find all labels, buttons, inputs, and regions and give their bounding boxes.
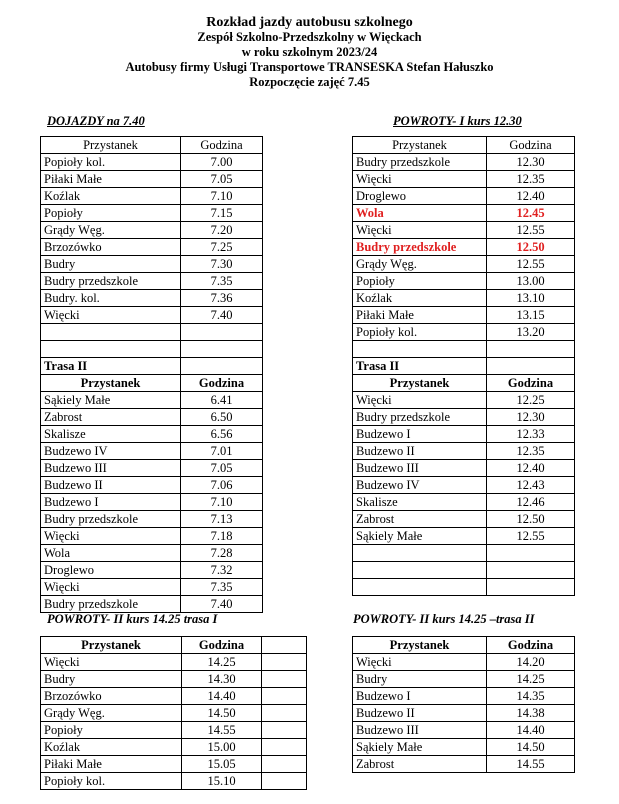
column-header-time: Godzina — [487, 375, 575, 392]
stop-name-cell — [353, 545, 487, 562]
empty-cell — [181, 358, 263, 375]
stop-name-cell: Budzewo IV — [41, 443, 181, 460]
table-row — [353, 494, 575, 511]
table-row — [353, 579, 575, 596]
stop-name-cell — [41, 324, 181, 341]
time-cell — [487, 545, 575, 562]
table-row — [41, 671, 307, 688]
table-row — [41, 392, 263, 409]
stop-name-cell: Popioły kol. — [353, 324, 487, 341]
stop-name-cell: Budry przedszkole — [353, 409, 487, 426]
empty-cell — [262, 773, 307, 790]
table-row — [41, 256, 263, 273]
time-cell: 14.38 — [487, 705, 575, 722]
dojazdy-table — [40, 136, 263, 613]
stop-name-cell: Popioły — [41, 722, 182, 739]
stop-name-cell: Więcki — [41, 579, 181, 596]
table-row — [353, 205, 575, 222]
table-row — [353, 392, 575, 409]
table-row — [41, 477, 263, 494]
time-cell: 14.50 — [487, 739, 575, 756]
time-cell: 12.50 — [487, 511, 575, 528]
stop-name-cell: Budzewo I — [41, 494, 181, 511]
stop-name-cell — [353, 341, 487, 358]
table-row — [353, 409, 575, 426]
time-cell — [487, 579, 575, 596]
table-header-row — [353, 637, 575, 654]
table-row — [41, 324, 263, 341]
trasa-label: Trasa II — [41, 358, 181, 375]
table-row — [41, 205, 263, 222]
table-row — [353, 443, 575, 460]
table-row — [353, 739, 575, 756]
time-cell: 12.40 — [487, 188, 575, 205]
column-header-stop: Przystanek — [41, 637, 182, 654]
table-row — [41, 654, 307, 671]
stop-name-cell: Zabrost — [353, 756, 487, 773]
stop-name-cell: Zabrost — [353, 511, 487, 528]
stop-name-cell: Grądy Węg. — [41, 705, 182, 722]
time-cell: 7.40 — [181, 307, 263, 324]
table-row — [353, 426, 575, 443]
trasa-label-row — [353, 358, 575, 375]
time-cell: 14.25 — [487, 671, 575, 688]
time-cell: 7.36 — [181, 290, 263, 307]
stop-name-cell: Piłaki Małe — [41, 756, 182, 773]
powroty-2-trasa-1-table — [40, 636, 307, 790]
stop-name-cell: Budzewo II — [41, 477, 181, 494]
school-name: Zespół Szkolno-Przedszkolny w Więckach — [197, 30, 422, 44]
time-cell: 7.05 — [181, 460, 263, 477]
time-cell: 15.05 — [182, 756, 262, 773]
stop-name-cell: Więcki — [41, 307, 181, 324]
stop-name-cell: Piłaki Małe — [353, 307, 487, 324]
table-row — [353, 188, 575, 205]
column-header-stop: Przystanek — [41, 375, 181, 392]
time-cell: 15.10 — [182, 773, 262, 790]
table-row — [41, 739, 307, 756]
table-row — [353, 239, 575, 256]
table-row — [353, 671, 575, 688]
table-header-row — [41, 637, 307, 654]
table-row — [41, 443, 263, 460]
time-cell: 12.43 — [487, 477, 575, 494]
time-cell: 14.25 — [182, 654, 262, 671]
stop-name-cell: Brzozówko — [41, 688, 182, 705]
column-header-stop: Przystanek — [353, 375, 487, 392]
table-row — [353, 756, 575, 773]
time-cell: 7.18 — [181, 528, 263, 545]
empty-cell — [262, 654, 307, 671]
time-cell: 12.30 — [487, 409, 575, 426]
time-cell: 12.45 — [487, 205, 575, 222]
time-cell — [487, 562, 575, 579]
table-row — [353, 705, 575, 722]
stop-name-cell: Droglewo — [41, 562, 181, 579]
time-cell: 14.55 — [487, 756, 575, 773]
table-row — [353, 562, 575, 579]
table-header-row — [41, 375, 263, 392]
stop-name-cell: Brzozówko — [41, 239, 181, 256]
stop-name-cell: Koźlak — [353, 290, 487, 307]
table-row — [353, 477, 575, 494]
school-year: w roku szkolnym 2023/24 — [241, 45, 378, 59]
stop-name-cell: Grądy Węg. — [41, 222, 181, 239]
table-row — [41, 545, 263, 562]
table-row — [353, 222, 575, 239]
empty-cell — [262, 722, 307, 739]
table-row — [41, 756, 307, 773]
empty-cell — [262, 739, 307, 756]
time-cell: 7.20 — [181, 222, 263, 239]
stop-name-cell: Koźlak — [41, 188, 181, 205]
time-cell: 12.30 — [487, 154, 575, 171]
table-row — [41, 426, 263, 443]
time-cell: 7.01 — [181, 443, 263, 460]
stop-name-cell: Budzewo III — [353, 722, 487, 739]
time-cell: 14.30 — [182, 671, 262, 688]
stop-name-cell: Piłaki Małe — [41, 171, 181, 188]
stop-name-cell: Budry — [353, 671, 487, 688]
time-cell: 7.06 — [181, 477, 263, 494]
stop-name-cell: Skalisze — [41, 426, 181, 443]
stop-name-cell: Budzewo I — [353, 688, 487, 705]
table-row — [41, 273, 263, 290]
table-row — [41, 307, 263, 324]
time-cell: 12.55 — [487, 528, 575, 545]
time-cell: 7.35 — [181, 273, 263, 290]
table-row — [353, 256, 575, 273]
trasa-label: Trasa II — [353, 358, 487, 375]
table-row — [353, 341, 575, 358]
table-row — [41, 222, 263, 239]
table-row — [353, 171, 575, 188]
table-row — [353, 290, 575, 307]
stop-name-cell: Budry. kol. — [41, 290, 181, 307]
stop-name-cell: Więcki — [353, 222, 487, 239]
table-row — [41, 596, 263, 613]
table-row — [353, 545, 575, 562]
time-cell: 7.10 — [181, 494, 263, 511]
stop-name-cell: Sąkiely Małe — [41, 392, 181, 409]
time-cell: 7.05 — [181, 171, 263, 188]
stop-name-cell — [41, 341, 181, 358]
time-cell: 12.55 — [487, 222, 575, 239]
table-row — [41, 773, 307, 790]
table-row — [41, 239, 263, 256]
table-row — [41, 579, 263, 596]
table-row — [41, 494, 263, 511]
table-row — [41, 528, 263, 545]
stop-name-cell: Wola — [353, 205, 487, 222]
time-cell: 13.10 — [487, 290, 575, 307]
stop-name-cell: Budry przedszkole — [353, 154, 487, 171]
empty-cell — [262, 637, 307, 654]
time-cell: 12.40 — [487, 460, 575, 477]
table-row — [41, 705, 307, 722]
stop-name-cell: Budzewo III — [353, 460, 487, 477]
time-cell: 14.35 — [487, 688, 575, 705]
empty-cell — [262, 756, 307, 773]
table-row — [353, 511, 575, 528]
document-header — [0, 15, 619, 90]
dojazdy-title: DOJAZDY na 7.40 — [47, 114, 145, 128]
stop-name-cell: Koźlak — [41, 739, 182, 756]
table-header-row — [41, 137, 263, 154]
stop-name-cell: Budzewo IV — [353, 477, 487, 494]
table-row — [353, 154, 575, 171]
stop-name-cell: Więcki — [353, 654, 487, 671]
table-header-row — [353, 375, 575, 392]
time-cell: 12.33 — [487, 426, 575, 443]
table-row — [353, 722, 575, 739]
time-cell: 6.41 — [181, 392, 263, 409]
table-row — [41, 154, 263, 171]
empty-cell — [262, 705, 307, 722]
stop-name-cell: Budzewo II — [353, 705, 487, 722]
stop-name-cell: Budry przedszkole — [353, 239, 487, 256]
stop-name-cell: Skalisze — [353, 494, 487, 511]
column-header-time: Godzina — [487, 137, 575, 154]
time-cell: 7.10 — [181, 188, 263, 205]
time-cell: 6.50 — [181, 409, 263, 426]
stop-name-cell: Popioły — [353, 273, 487, 290]
document-title: Rozkład jazdy autobusu szkolnego — [206, 15, 413, 30]
time-cell: 12.55 — [487, 256, 575, 273]
time-cell: 7.32 — [181, 562, 263, 579]
stop-name-cell: Więcki — [353, 392, 487, 409]
empty-cell — [487, 358, 575, 375]
time-cell: 13.20 — [487, 324, 575, 341]
time-cell: 7.00 — [181, 154, 263, 171]
stop-name-cell: Popioły — [41, 205, 181, 222]
stop-name-cell: Budry — [41, 256, 181, 273]
table-header-row — [353, 137, 575, 154]
time-cell: 14.40 — [487, 722, 575, 739]
stop-name-cell: Wola — [41, 545, 181, 562]
stop-name-cell: Więcki — [353, 171, 487, 188]
stop-name-cell: Więcki — [41, 654, 182, 671]
table-row — [353, 460, 575, 477]
time-cell: 12.35 — [487, 171, 575, 188]
stop-name-cell: Budzewo I — [353, 426, 487, 443]
trasa-label-row — [41, 358, 263, 375]
table-row — [41, 290, 263, 307]
stop-name-cell: Grądy Węg. — [353, 256, 487, 273]
stop-name-cell: Budry przedszkole — [41, 273, 181, 290]
table-row — [353, 528, 575, 545]
time-cell: 7.35 — [181, 579, 263, 596]
time-cell: 14.40 — [182, 688, 262, 705]
time-cell: 13.00 — [487, 273, 575, 290]
table-row — [41, 409, 263, 426]
table-row — [41, 688, 307, 705]
stop-name-cell: Sąkiely Małe — [353, 528, 487, 545]
stop-name-cell — [353, 562, 487, 579]
column-header-time: Godzina — [182, 637, 262, 654]
time-cell: 12.35 — [487, 443, 575, 460]
empty-cell — [262, 688, 307, 705]
time-cell: 12.50 — [487, 239, 575, 256]
table-row — [353, 654, 575, 671]
time-cell: 13.15 — [487, 307, 575, 324]
powroty-2-trasa-2-title: POWROTY- II kurs 14.25 –trasa II — [353, 612, 535, 626]
time-cell: 7.40 — [181, 596, 263, 613]
stop-name-cell: Sąkiely Małe — [353, 739, 487, 756]
table-row — [41, 341, 263, 358]
carrier-line: Autobusy firmy Usługi Transportowe TRANSESKA Stefan Hałuszko — [125, 60, 494, 74]
powroty-1-title: POWROTY- I kurs 12.30 — [393, 114, 522, 128]
stop-name-cell: Więcki — [41, 528, 181, 545]
stop-name-cell: Budzewo III — [41, 460, 181, 477]
time-cell — [181, 341, 263, 358]
column-header-time: Godzina — [181, 137, 263, 154]
column-header-time: Godzina — [487, 637, 575, 654]
table-row — [41, 562, 263, 579]
stop-name-cell: Budzewo II — [353, 443, 487, 460]
column-header-stop: Przystanek — [353, 637, 487, 654]
table-row — [41, 171, 263, 188]
stop-name-cell: Popioły kol. — [41, 773, 182, 790]
stop-name-cell: Droglewo — [353, 188, 487, 205]
time-cell: 7.15 — [181, 205, 263, 222]
time-cell: 15.00 — [182, 739, 262, 756]
column-header-stop: Przystanek — [41, 137, 181, 154]
powroty-2-trasa-1-title: POWROTY- II kurs 14.25 trasa I — [47, 612, 218, 626]
stop-name-cell: Budry — [41, 671, 182, 688]
stop-name-cell: Budry przedszkole — [41, 511, 181, 528]
time-cell: 14.50 — [182, 705, 262, 722]
table-row — [41, 460, 263, 477]
time-cell: 14.55 — [182, 722, 262, 739]
powroty-2-trasa-2-table — [352, 636, 575, 773]
column-header-stop: Przystanek — [353, 137, 487, 154]
stop-name-cell: Popioły kol. — [41, 154, 181, 171]
time-cell: 6.56 — [181, 426, 263, 443]
table-row — [353, 324, 575, 341]
stop-name-cell: Zabrost — [41, 409, 181, 426]
time-cell: 14.20 — [487, 654, 575, 671]
column-header-time: Godzina — [181, 375, 263, 392]
powroty-1-table — [352, 136, 575, 596]
time-cell — [487, 341, 575, 358]
time-cell: 7.28 — [181, 545, 263, 562]
table-row — [353, 307, 575, 324]
table-row — [41, 511, 263, 528]
stop-name-cell: Budry przedszkole — [41, 596, 181, 613]
table-row — [353, 273, 575, 290]
stop-name-cell — [353, 579, 487, 596]
time-cell: 7.25 — [181, 239, 263, 256]
time-cell: 7.30 — [181, 256, 263, 273]
empty-cell — [262, 671, 307, 688]
time-cell: 12.25 — [487, 392, 575, 409]
start-time-line: Rozpoczęcie zajęć 7.45 — [249, 75, 370, 89]
table-row — [353, 688, 575, 705]
time-cell: 7.13 — [181, 511, 263, 528]
table-row — [41, 722, 307, 739]
time-cell — [181, 324, 263, 341]
table-row — [41, 188, 263, 205]
time-cell: 12.46 — [487, 494, 575, 511]
